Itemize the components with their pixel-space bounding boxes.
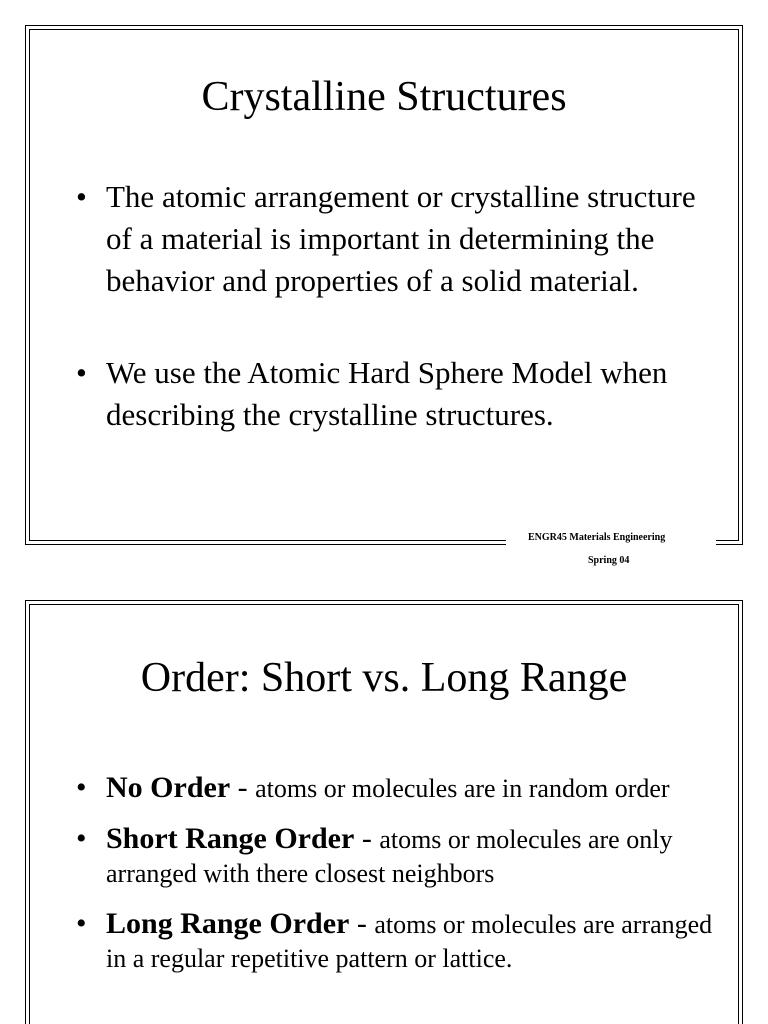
bullet-description: atoms or molecules are in random order	[255, 774, 670, 803]
bullet-list	[62, 176, 722, 436]
bullet-glyph: •	[76, 907, 87, 940]
bullet-glyph: •	[76, 179, 87, 214]
bullet-item	[62, 822, 722, 891]
bullet-glyph: •	[76, 771, 87, 804]
bullet-item	[62, 352, 722, 436]
bullet-glyph: •	[76, 355, 87, 390]
bullet-glyph: •	[76, 822, 87, 855]
slide-title: Order: Short vs. Long Range	[140, 655, 628, 701]
bullet-item	[62, 907, 722, 976]
bullet-term: Long Range Order	[106, 907, 350, 940]
bullet-separator: -	[349, 907, 375, 940]
bullet-term: Short Range Order	[106, 822, 355, 855]
bullet-separator: -	[230, 771, 256, 804]
bullet-text: We use the Atomic Hard Sphere Model when describing the crystalline structures.	[106, 355, 668, 432]
bullet-item	[62, 176, 722, 302]
footer-term: Spring 04	[588, 555, 630, 566]
slide-title: Crystalline Structures	[201, 74, 567, 120]
slide-crystalline-structures	[25, 25, 743, 545]
bullet-item	[62, 771, 722, 806]
slide-order-range	[25, 600, 743, 1024]
bullet-list	[62, 771, 722, 976]
bullet-description: atoms or molecules are only arranged with there closest neighbors	[106, 825, 673, 888]
bullet-separator: -	[354, 822, 380, 855]
footer-course: ENGR45 Materials Engineering	[528, 532, 666, 543]
bullet-text: The atomic arrangement or crystalline structure of a material is important in determining the behavior and properties of a solid material.	[106, 179, 696, 298]
bullet-description: atoms or molecules are arranged in a regular repetitive pattern or lattice.	[106, 910, 713, 973]
bullet-term: No Order	[106, 771, 231, 804]
